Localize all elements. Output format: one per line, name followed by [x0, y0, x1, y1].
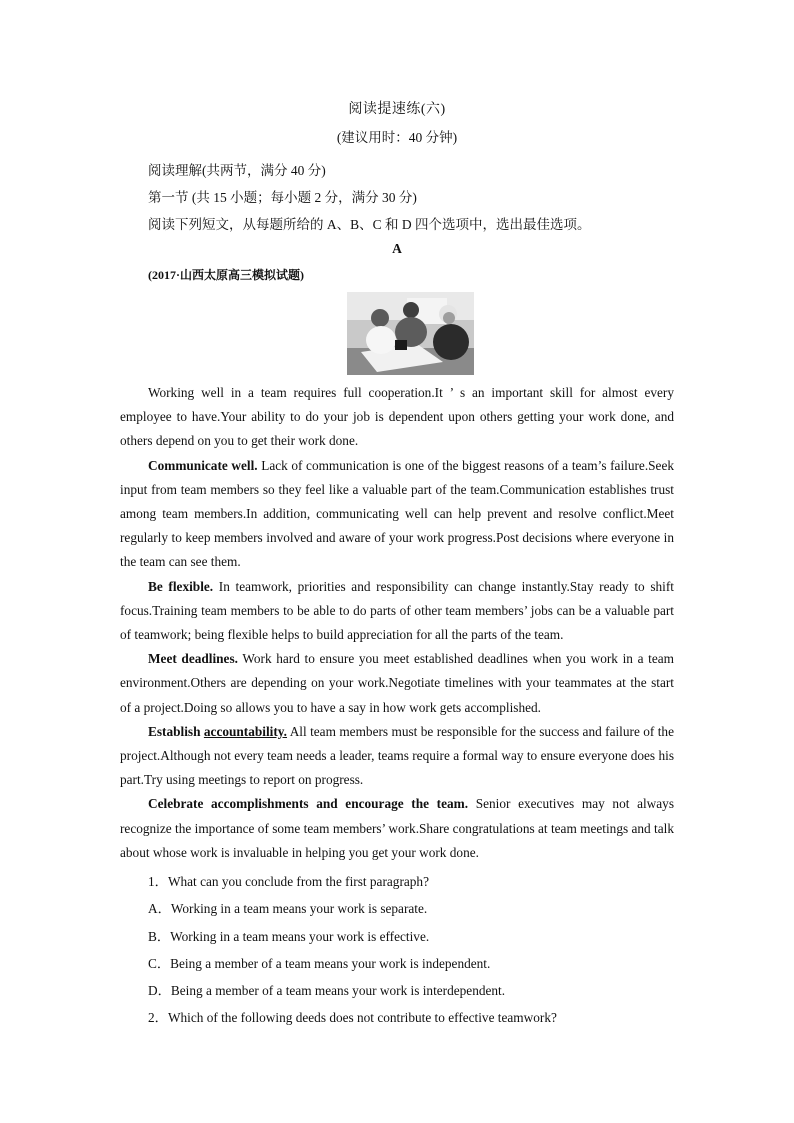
- tip-text: Work hard to ensure you meet established deadlines when you work in a team environment.Others are depending on your work.Negotiate timelines with your teammates at the start of a project.Doing so allows you to have a say in how work gets accomplished.: [120, 651, 674, 715]
- question-2: 2．Which of the following deeds does not contribute to effective teamwork?: [148, 1010, 557, 1026]
- instruction-line-3: 阅读下列短文，从每题所给的 A、B、C 和 D 四个选项中，选出最佳选项。: [148, 217, 591, 232]
- option-a: A．Working in a team means your work is separate.: [148, 901, 428, 917]
- tip-text: Lack of communication is one of the biggest reasons of a team’s failure.Seek input from team members so they feel like a valuable part of the team.Communication establishes trust among team members.In addition, communicating well can help prevent and resolve conflict.Meet regularly to keep members involved and aware of your work progress.Post decisions where everyone in the team can see them.: [120, 457, 674, 570]
- passage-label: A: [392, 241, 402, 256]
- team-photo-image: [347, 292, 474, 375]
- tip-heading-prefix: Establish: [148, 723, 204, 739]
- instruction-line-2: 第一节 (共 15 小题；每小题 2 分，满分 30 分): [148, 190, 417, 205]
- tip-paragraph-celebrate: [120, 792, 674, 865]
- intro-paragraph: Working well in a team requires full cooperation.It ’ s an important skill for almost every employee to have.Your ability to do your job is dependent upon others getting your work done, and others depend on you to get their work done.: [120, 385, 674, 449]
- option-b: B．Working in a team means your work is effective.: [148, 928, 430, 944]
- tip-heading: Celebrate accomplishments and encourage the team.: [148, 796, 469, 812]
- time-suggestion: (建议用时：40 分钟): [336, 130, 458, 145]
- tip-paragraph-accountability: [120, 720, 674, 793]
- passage-body: [120, 381, 674, 865]
- option-c: C．Being a member of a team means your work is independent.: [148, 955, 491, 971]
- tip-heading: Communicate well.: [148, 457, 258, 473]
- question-list: [148, 868, 674, 1032]
- page-title: 阅读提速练(六): [348, 102, 446, 117]
- question-1: 1．What can you conclude from the first paragraph?: [148, 874, 429, 889]
- tip-heading: [148, 724, 287, 739]
- tip-paragraph-deadlines: [120, 647, 674, 720]
- tip-heading: Be flexible.: [148, 578, 214, 594]
- tip-text: In teamwork, priorities and responsibility can change instantly.Stay ready to shift focus.Training team members to be able to do parts of other team members’ jobs can be a valuable part of teamwork; being flexible helps to build appreciation for all the parts of the team.: [120, 578, 674, 643]
- underlined-keyword: accountability.: [203, 723, 288, 739]
- instruction-line-1: 阅读理解(共两节，满分 40 分): [148, 163, 326, 178]
- tip-text: Senior executives may not always recognize the importance of some team members’ work.Share congratulations at team meetings and talk about whose work is invaluable in helping you get your work done.: [120, 796, 674, 860]
- tip-paragraph-communicate: [120, 454, 674, 575]
- tip-heading: Meet deadlines.: [148, 651, 238, 667]
- tip-text: All team members must be responsible for the success and failure of the project.Although not every team needs a leader, teams require a formal way to ensure everyone does his part.Try using meetings to report on progress.: [120, 723, 674, 788]
- tip-paragraph-flexible: [120, 575, 674, 648]
- passage-source: (2017·山西太原高三模拟试题): [148, 268, 304, 282]
- option-d: D．Being a member of a team means your work is interdependent.: [148, 983, 506, 999]
